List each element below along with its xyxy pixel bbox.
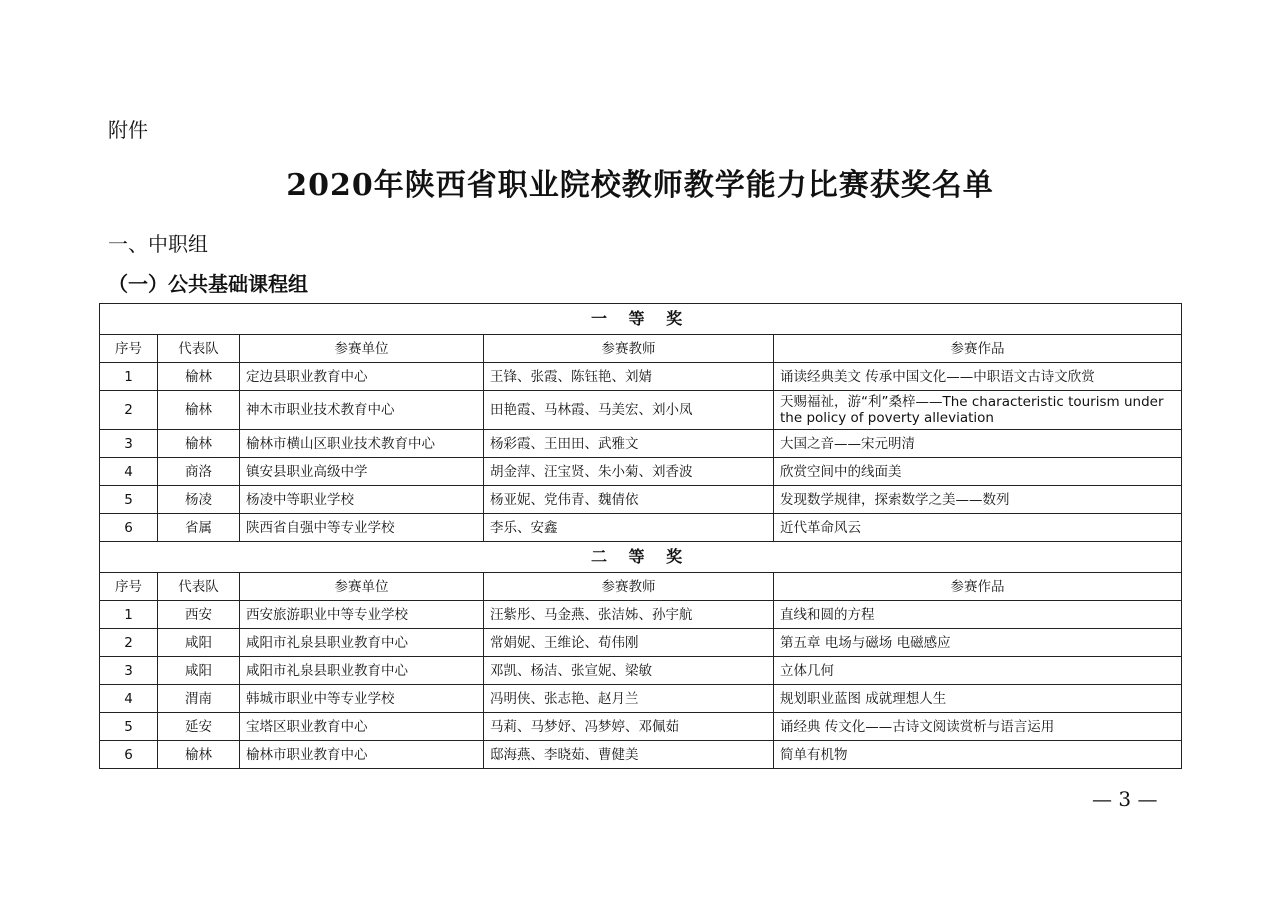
table-row (100, 685, 1182, 713)
award-grade-label: 二 等 奖 (100, 542, 1182, 573)
column-header: 参赛教师 (484, 573, 774, 601)
column-header: 参赛作品 (774, 335, 1182, 363)
cell-seq: 3 (100, 657, 158, 685)
table-row (100, 391, 1182, 430)
cell-seq: 5 (100, 713, 158, 741)
cell-team: 咸阳 (158, 657, 240, 685)
cell-teachers: 胡金萍、汪宝贤、朱小菊、刘香波 (484, 458, 774, 486)
cell-seq: 4 (100, 685, 158, 713)
cell-teachers: 杨彩霞、王田田、武雅文 (484, 430, 774, 458)
cell-unit: 陕西省自强中等专业学校 (240, 514, 484, 542)
cell-unit: 神木市职业技术教育中心 (240, 391, 484, 430)
cell-work: 发现数学规律，探索数学之美——数列 (774, 486, 1182, 514)
document-title: 2020年陕西省职业院校教师教学能力比赛获奖名单 (286, 168, 994, 203)
column-header: 代表队 (158, 573, 240, 601)
table-row (100, 363, 1182, 391)
award-grade-row (100, 542, 1182, 573)
cell-seq: 6 (100, 741, 158, 769)
cell-work: 诵读经典美文 传承中国文化——中职语文古诗文欣赏 (774, 363, 1182, 391)
cell-teachers: 王锋、张霞、陈钰艳、刘婧 (484, 363, 774, 391)
cell-unit: 定边县职业教育中心 (240, 363, 484, 391)
cell-teachers: 李乐、安鑫 (484, 514, 774, 542)
cell-unit: 榆林市职业教育中心 (240, 741, 484, 769)
cell-work: 简单有机物 (774, 741, 1182, 769)
cell-seq: 2 (100, 629, 158, 657)
cell-team: 商洛 (158, 458, 240, 486)
table-header-row (100, 335, 1182, 363)
cell-team: 咸阳 (158, 629, 240, 657)
page-number: — 3 — (1092, 787, 1158, 811)
cell-work: 大国之音——宋元明清 (774, 430, 1182, 458)
cell-team: 渭南 (158, 685, 240, 713)
cell-teachers: 杨亚妮、党伟青、魏倩依 (484, 486, 774, 514)
annex-label: 附件 (108, 118, 148, 142)
table-row (100, 601, 1182, 629)
column-header: 序号 (100, 573, 158, 601)
column-header: 参赛作品 (774, 573, 1182, 601)
cell-work: 立体几何 (774, 657, 1182, 685)
award-grade-row (100, 304, 1182, 335)
cell-work: 欣赏空间中的线面美 (774, 458, 1182, 486)
column-header: 参赛单位 (240, 335, 484, 363)
cell-seq: 4 (100, 458, 158, 486)
cell-teachers: 马莉、马梦妤、冯梦婷、邓佩茹 (484, 713, 774, 741)
cell-unit: 韩城市职业中等专业学校 (240, 685, 484, 713)
table-row (100, 657, 1182, 685)
table-row (100, 430, 1182, 458)
column-header: 参赛单位 (240, 573, 484, 601)
cell-team: 西安 (158, 601, 240, 629)
table-row (100, 514, 1182, 542)
cell-unit: 镇安县职业高级中学 (240, 458, 484, 486)
cell-unit: 宝塔区职业教育中心 (240, 713, 484, 741)
cell-team: 省属 (158, 514, 240, 542)
cell-teachers: 冯明侠、张志艳、赵月兰 (484, 685, 774, 713)
cell-team: 榆林 (158, 391, 240, 430)
cell-work: 规划职业蓝图 成就理想人生 (774, 685, 1182, 713)
cell-seq: 2 (100, 391, 158, 430)
cell-teachers: 汪紫彤、马金燕、张洁姊、孙宇航 (484, 601, 774, 629)
cell-unit: 西安旅游职业中等专业学校 (240, 601, 484, 629)
cell-unit: 咸阳市礼泉县职业教育中心 (240, 657, 484, 685)
cell-teachers: 邓凯、杨洁、张宣妮、梁敏 (484, 657, 774, 685)
cell-team: 榆林 (158, 430, 240, 458)
column-header: 序号 (100, 335, 158, 363)
cell-work: 诵经典 传文化——古诗文阅读赏析与语言运用 (774, 713, 1182, 741)
cell-work: 天赐福祉，游“利”桑梓——The characteristic tourism under the policy of poverty alleviation (774, 391, 1182, 430)
subsection-heading: （一）公共基础课程组 (108, 272, 308, 296)
cell-team: 榆林 (158, 741, 240, 769)
table-row (100, 458, 1182, 486)
cell-unit: 杨凌中等职业学校 (240, 486, 484, 514)
cell-seq: 1 (100, 363, 158, 391)
section-heading: 一、中职组 (108, 232, 208, 256)
cell-team: 延安 (158, 713, 240, 741)
table-row (100, 741, 1182, 769)
cell-seq: 6 (100, 514, 158, 542)
column-header: 参赛教师 (484, 335, 774, 363)
table-row (100, 629, 1182, 657)
cell-team: 榆林 (158, 363, 240, 391)
cell-teachers: 常娟妮、王维论、荀伟刚 (484, 629, 774, 657)
cell-teachers: 田艳霞、马林霞、马美宏、刘小凤 (484, 391, 774, 430)
award-grade-label: 一 等 奖 (100, 304, 1182, 335)
cell-work: 近代革命风云 (774, 514, 1182, 542)
column-header: 代表队 (158, 335, 240, 363)
cell-seq: 1 (100, 601, 158, 629)
cell-unit: 咸阳市礼泉县职业教育中心 (240, 629, 484, 657)
table-row (100, 713, 1182, 741)
cell-teachers: 邸海燕、李晓茹、曹健美 (484, 741, 774, 769)
cell-seq: 5 (100, 486, 158, 514)
table-row (100, 486, 1182, 514)
cell-seq: 3 (100, 430, 158, 458)
cell-work: 直线和圆的方程 (774, 601, 1182, 629)
cell-work: 第五章 电场与磁场 电磁感应 (774, 629, 1182, 657)
table-header-row (100, 573, 1182, 601)
cell-unit: 榆林市横山区职业技术教育中心 (240, 430, 484, 458)
awards-table (99, 303, 1182, 769)
cell-team: 杨凌 (158, 486, 240, 514)
